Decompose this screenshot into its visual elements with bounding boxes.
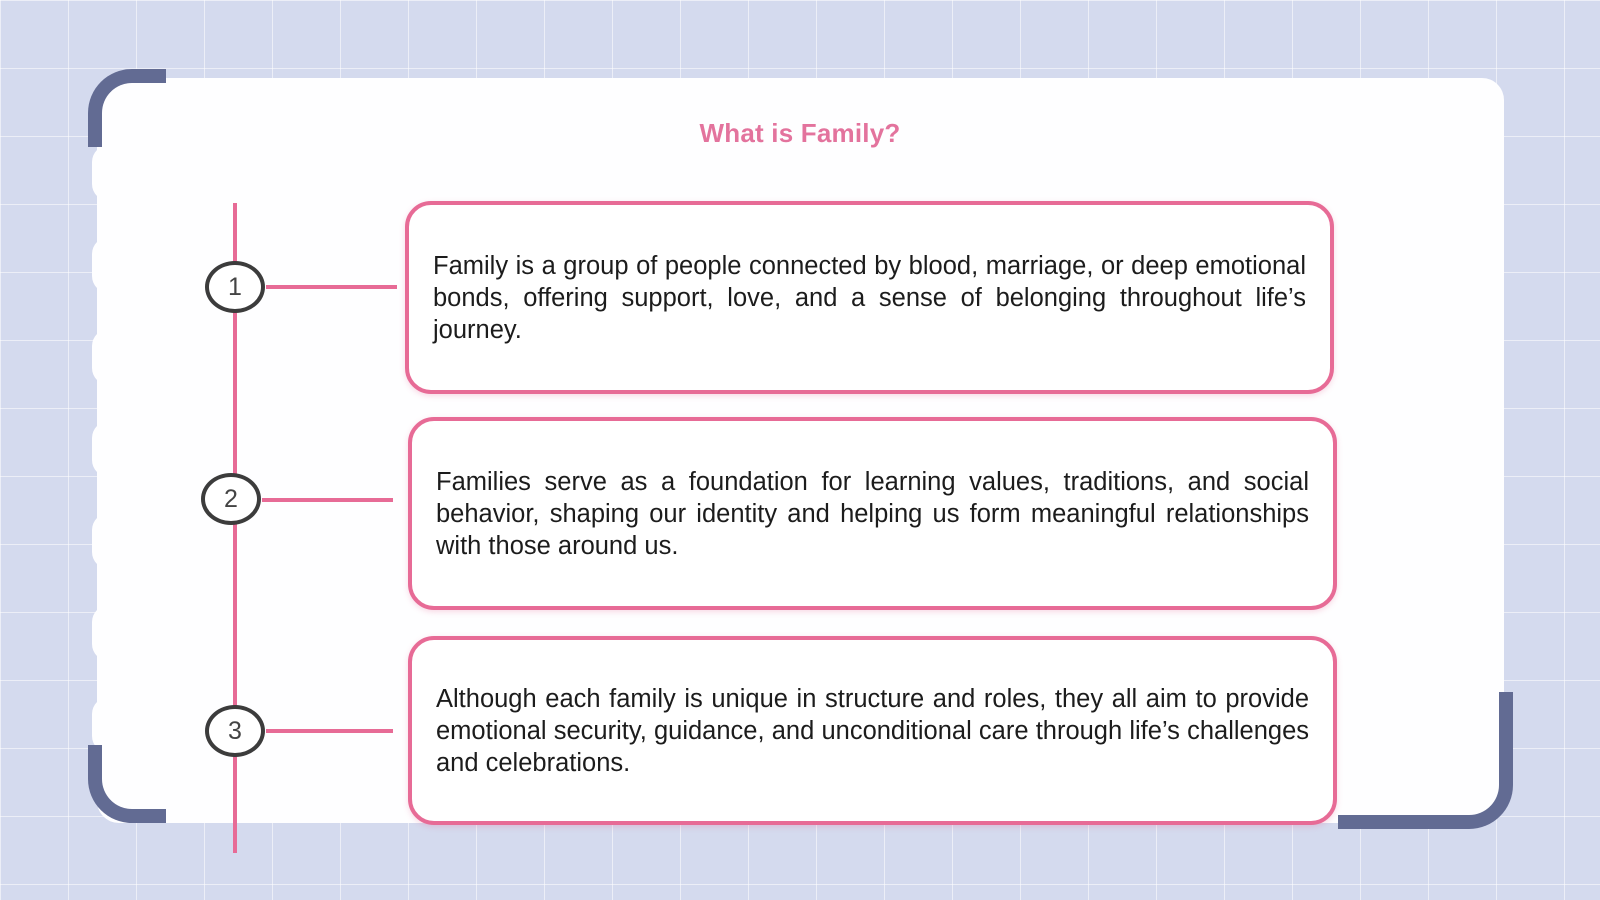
info-card-3 — [408, 636, 1337, 825]
paper-scallop — [92, 145, 126, 201]
paper-scallop — [92, 237, 126, 293]
card-text: Families serve as a foundation for learning values, traditions, and social behavior, shaping our identity and helping us form meaningful relationships with those around us. — [436, 467, 1309, 560]
card-text: Although each family is unique in structure and roles, they all aim to provide emotional security, guidance, and unconditional care through life’s challenges and celebrations. — [436, 684, 1309, 777]
step-number: 2 — [224, 484, 238, 513]
step-number: 1 — [228, 272, 242, 301]
paper-scallop — [92, 605, 126, 661]
timeline-connector — [262, 498, 393, 502]
frame-corner-top-left — [88, 69, 166, 147]
frame-corner-bottom-right — [1338, 692, 1513, 829]
paper-scallop — [92, 421, 126, 477]
info-card-2 — [408, 417, 1337, 610]
info-card-1 — [405, 201, 1334, 394]
step-marker-2 — [201, 473, 261, 525]
step-marker-3 — [205, 705, 265, 757]
paper-scallop — [92, 329, 126, 385]
timeline-connector — [266, 729, 393, 733]
step-marker-1 — [205, 261, 265, 313]
paper-scallop — [92, 513, 126, 569]
card-text: Family is a group of people connected by blood, marriage, or deep emotional bonds, offering support, love, and a sense of belonging throughout life’s journey. — [433, 251, 1306, 344]
slide-title: What is Family? — [699, 118, 901, 148]
step-number: 3 — [228, 716, 242, 745]
timeline-connector — [266, 285, 397, 289]
